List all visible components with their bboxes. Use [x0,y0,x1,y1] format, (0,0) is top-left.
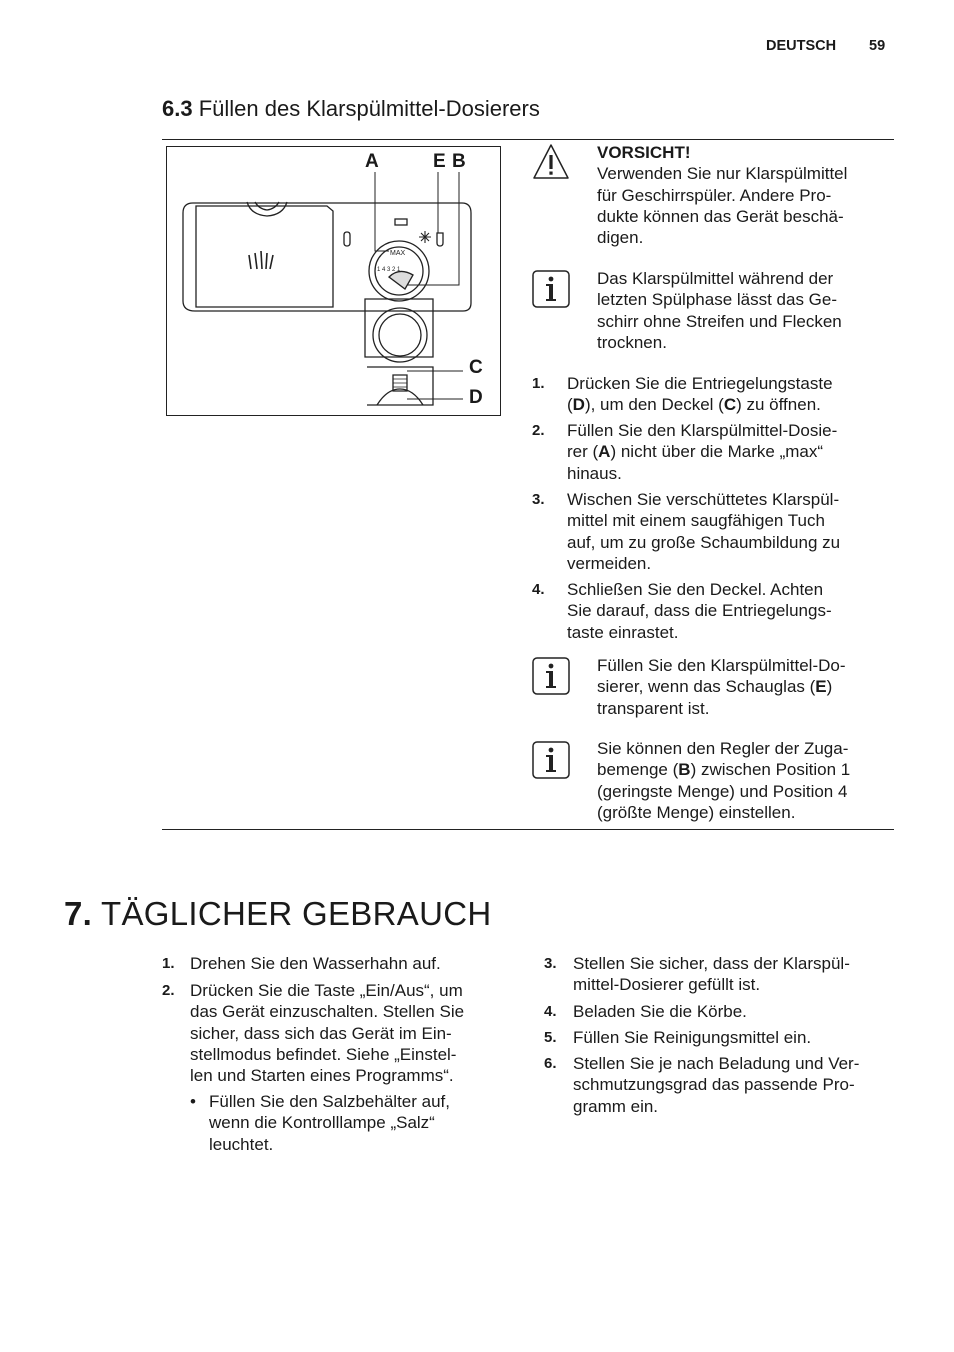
daily-step-4 [573,1001,747,1022]
bullet-line: leuchtet. [209,1134,274,1154]
step-2 [567,420,837,484]
step-number: 4. [544,1003,557,1020]
text: ), um den Deckel ( [584,395,724,415]
info-line: Füllen Sie den Klarspülmittel-Do- [597,656,846,675]
rinse-aid-dispenser-figure [166,146,501,416]
step-line: Schließen Sie den Deckel. Achten [567,580,824,599]
ref-c: C [723,395,737,415]
info-icon [532,657,570,695]
step-line: Füllen Sie Reinigungsmittel ein. [573,1028,812,1047]
caution-heading: VORSICHT! [597,143,691,162]
info-line: transparent ist. [597,698,710,718]
step-line: auf, um zu große Schaumbildung zu [567,532,841,552]
step-number: 1. [162,955,175,972]
section-top-rule [162,139,894,140]
text: rer ( [567,442,599,462]
step-line: vermeiden. [567,553,652,573]
caution-line: für Geschirrspüler. Andere Pro- [597,185,832,205]
info-line: letzten Spülphase lässt das Ge- [597,290,838,310]
text: ) zwischen Position 1 [690,760,851,780]
step-line: schmutzungsgrad das passende Pro- [573,1075,855,1095]
bullet-line: wenn die Kontrolllampe „Salz“ [209,1113,435,1133]
info-block-1 [597,268,842,353]
info-block-3 [597,738,850,823]
text: sierer, wenn das Schauglas ( [597,677,816,697]
info-line: trocknen. [597,332,667,352]
step-line: mittel-Dosierer gefüllt ist. [573,975,761,995]
chapter-title: TÄGLICHER GEBRAUCH [101,895,492,932]
running-header-language: DEUTSCH [766,38,837,54]
page-number: 59 [869,38,886,54]
step-line: das Gerät einzuschalten. Stellen Sie [190,1002,465,1022]
caution-line: digen. [597,228,644,248]
step-line: Stellen Sie sicher, dass der Klarspül- [573,954,850,973]
step-line: Drücken Sie die Taste „Ein/Aus“, um [190,981,463,1000]
text: ( [567,395,573,415]
step-line: stellmodus befindet. Siehe „Einstel- [190,1044,457,1064]
info-line [597,759,850,780]
ref-d: D [572,395,585,415]
ref-a: A [598,442,611,462]
step-line: Beladen Sie die Körbe. [573,1002,747,1021]
info-line: schirr ohne Streifen und Flecken [597,311,842,331]
step-line: gramm ein. [573,1096,659,1116]
info-line [597,676,846,697]
figure-label-e: E [433,151,446,172]
step-line: len und Starten eines Programms“. [190,1066,454,1086]
caution-line: dukte können das Gerät beschä- [597,206,844,226]
step-line: Füllen Sie den Klarspülmittel-Dosie- [567,421,838,440]
text: ) nicht über die Marke „max“ [610,442,824,462]
step-line: Wischen Sie verschüttetes Klarspül- [567,490,840,509]
chapter-number: 7. [64,895,93,932]
info-icon [532,741,570,779]
info-line: (größte Menge) einstellen. [597,802,796,822]
figure-label-a: A [365,151,379,172]
step-number: 2. [532,422,545,439]
step-4 [567,579,832,643]
text: ) [826,677,833,697]
daily-step-2 [190,980,464,1086]
step-line: hinaus. [567,463,622,483]
section-number: 6.3 [162,96,193,121]
text: bemenge ( [597,760,679,780]
dial-scale: 1 4 3 2 1 [377,267,401,273]
section-bottom-rule [162,829,894,830]
figure-label-d: D [469,387,483,408]
step-line: sicher, dass sich das Gerät im Ein- [190,1023,452,1043]
step-line: mittel mit einem saugfähigen Tuch [567,511,825,531]
ref-e: E [815,677,827,697]
step-line [567,441,837,462]
step-number: 3. [544,955,557,972]
bullet-line: Füllen Sie den Salzbehälter auf, [209,1092,450,1111]
daily-step-1 [190,953,441,974]
section-title: Füllen des Klarspülmittel-Dosierers [198,96,540,121]
daily-step-5 [573,1027,811,1048]
step-line: Drehen Sie den Wasserhahn auf. [190,954,441,973]
bullet-item [209,1091,450,1155]
text: ) zu öffnen. [736,395,821,415]
info-icon [532,270,570,308]
step-line [567,394,833,415]
step-number: 2. [162,982,175,999]
dispenser-illustration [167,147,502,417]
step-3 [567,489,840,574]
step-number: 4. [532,581,545,598]
step-number: 1. [532,375,545,392]
step-line: Sie darauf, dass die Entriegelungs- [567,601,832,621]
section-heading-6-3 [162,96,540,122]
info-line: Das Klarspülmittel während der [597,269,834,288]
info-line: Sie können den Regler der Zuga- [597,739,849,758]
daily-step-3 [573,953,850,996]
bullet-glyph: • [190,1092,196,1111]
step-number: 5. [544,1029,557,1046]
daily-step-6 [573,1053,859,1117]
step-line: Stellen Sie je nach Beladung und Ver- [573,1054,860,1073]
step-number: 3. [532,491,545,508]
dial-max-mark: MAX [390,250,406,257]
step-line: taste einrastet. [567,622,679,642]
figure-label-b: B [452,151,466,172]
info-line: (geringste Menge) und Position 4 [597,781,848,801]
info-block-2 [597,655,846,719]
ref-b: B [678,760,691,780]
caution-block [597,142,847,248]
figure-label-c: C [469,357,483,378]
warning-triangle-icon [532,143,570,181]
step-1 [567,373,833,416]
step-line: Drücken Sie die Entriegelungstaste [567,374,833,393]
step-number: 6. [544,1055,557,1072]
caution-line: Verwenden Sie nur Klarspülmittel [597,164,848,184]
chapter-heading-7 [64,895,491,933]
